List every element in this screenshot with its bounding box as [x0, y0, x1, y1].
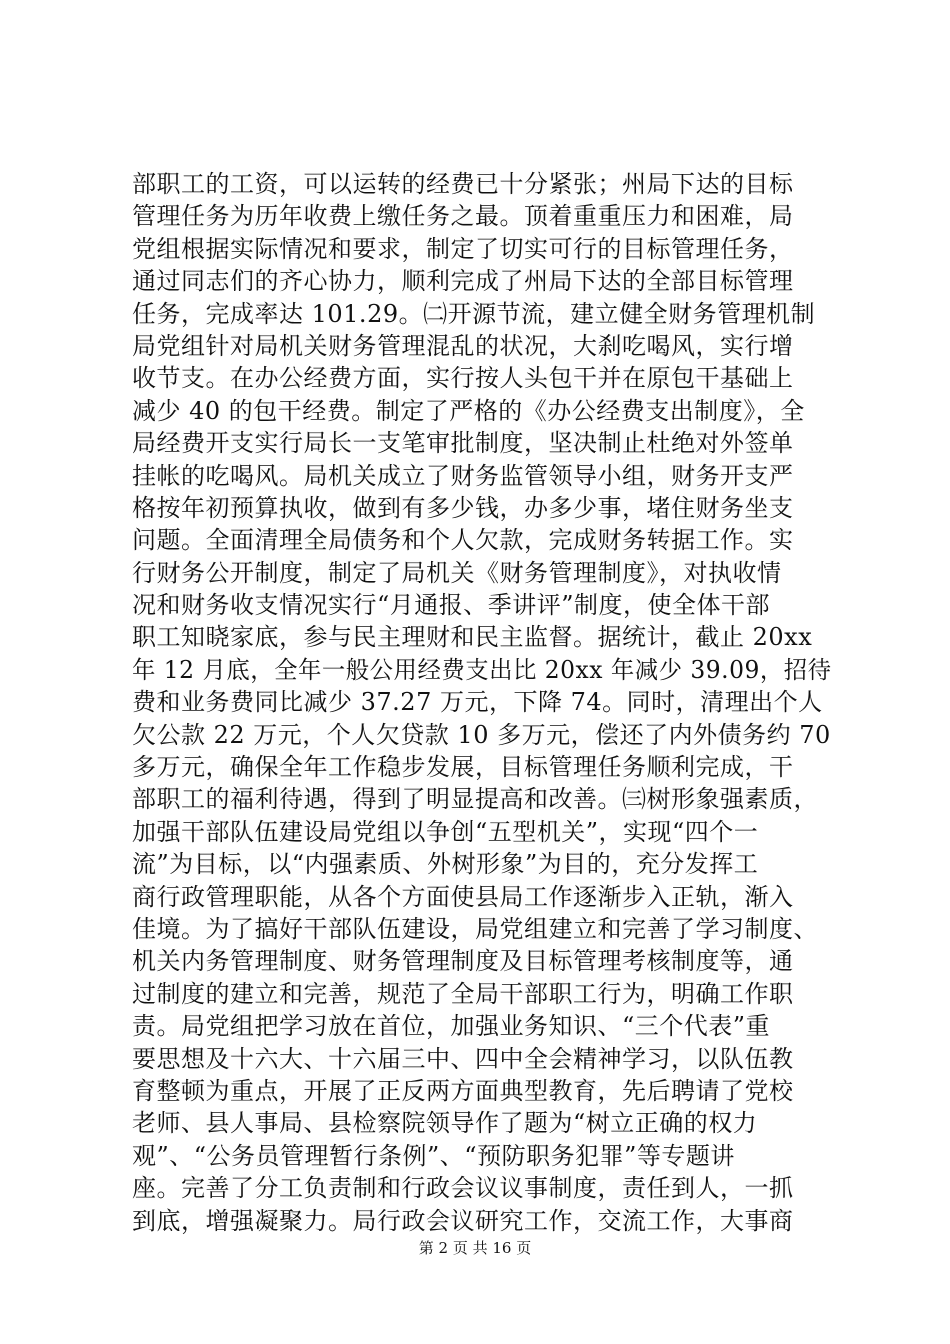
text-line: 局党组针对局机关财务管理混乱的状况，大刹吃喝风，实行增	[132, 331, 794, 360]
text-line: 责。局党组把学习放在首位，加强业务知识、“三个代表”重	[132, 1012, 771, 1041]
text-line: 到底，增强凝聚力。局行政会议研究工作，交流工作，大事商	[132, 1206, 794, 1235]
text-line: 管理任务为历年收费上缴任务之最。顶着重重压力和困难，局	[132, 202, 794, 231]
text-line: 问题。全面清理全局债务和个人欠款，完成财务转据工作。实	[132, 526, 794, 555]
text-line: 党组根据实际情况和要求，制定了切实可行的目标管理任务，	[132, 234, 794, 263]
text-line: 商行政管理职能，从各个方面使县局工作逐渐步入正轨，渐入	[132, 882, 794, 911]
text-line: 机关内务管理制度、财务管理制度及目标管理考核制度等，通	[132, 947, 794, 976]
text-line: 佳境。为了搞好干部队伍建设，局党组建立和完善了学习制度、	[132, 914, 818, 943]
text-line: 年 12 月底，全年一般公用经费支出比 20xx 年减少 39.09，招待	[132, 655, 832, 684]
text-line: 减少 40 的包干经费。制定了严格的《办公经费支出制度》，全	[132, 396, 805, 425]
text-line: 职工知晓家底，参与民主理财和民主监督。据统计，截止 20xx	[132, 623, 813, 652]
text-line: 多万元，确保全年工作稳步发展，目标管理任务顺利完成，干	[132, 753, 794, 782]
text-line: 育整顿为重点，开展了正反两方面典型教育，先后聘请了党校	[132, 1076, 794, 1105]
text-line: 行财务公开制度，制定了局机关《财务管理制度》，对执收情	[132, 558, 782, 587]
page-number: 第 2 页 共 16 页	[418, 1239, 532, 1257]
text-line: 部职工的工资，可以运转的经费已十分紧张；州局下达的目标	[132, 170, 794, 198]
text-line: 要思想及十六大、十六届三中、四中全会精神学习，以队伍教	[132, 1044, 794, 1073]
text-line: 局经费开支实行局长一支笔审批制度，坚决制止杜绝对外签单	[132, 429, 794, 458]
text-line: 收节支。在办公经费方面，实行按人头包干并在原包干基础上	[132, 364, 794, 393]
text-line: 流”为目标，以“内强素质、外树形象”为目的，充分发挥工	[132, 850, 759, 879]
text-line: 挂帐的吃喝风。局机关成立了财务监管领导小组，财务开支严	[132, 461, 794, 490]
text-line: 过制度的建立和完善，规范了全局干部职工行为，明确工作职	[132, 979, 794, 1008]
text-line: 观”、“公务员管理暂行条例”、“预防职务犯罪”等专题讲	[132, 1141, 735, 1170]
text-line: 加强干部队伍建设局党组以争创“五型机关”，实现“四个一	[132, 817, 759, 846]
text-line: 况和财务收支情况实行“月通报、季讲评”制度，使全体干部	[132, 591, 771, 620]
text-line: 部职工的福利待遇，得到了明显提高和改善。㈢树形象强素质，	[132, 785, 818, 814]
text-line: 格按年初预算执收，做到有多少钱，办多少事，堵住财务坐支	[132, 493, 794, 522]
page-footer	[0, 1238, 950, 1258]
text-line: 老师、县人事局、县检察院领导作了题为“树立正确的权力	[132, 1109, 758, 1138]
body-text	[132, 168, 832, 1237]
text-line: 座。完善了分工负责制和行政会议议事制度，责任到人，一抓	[132, 1174, 794, 1203]
text-line: 费和业务费同比减少 37.27 万元，下降 74。同时，清理出个人	[132, 688, 823, 717]
text-line: 欠公款 22 万元，个人欠贷款 10 多万元，偿还了内外债务约 70	[132, 720, 831, 749]
text-line: 任务，完成率达 101.29。㈡开源节流，建立健全财务管理机制	[132, 299, 816, 328]
text-line: 通过同志们的齐心协力，顺利完成了州局下达的全部目标管理	[132, 267, 794, 296]
